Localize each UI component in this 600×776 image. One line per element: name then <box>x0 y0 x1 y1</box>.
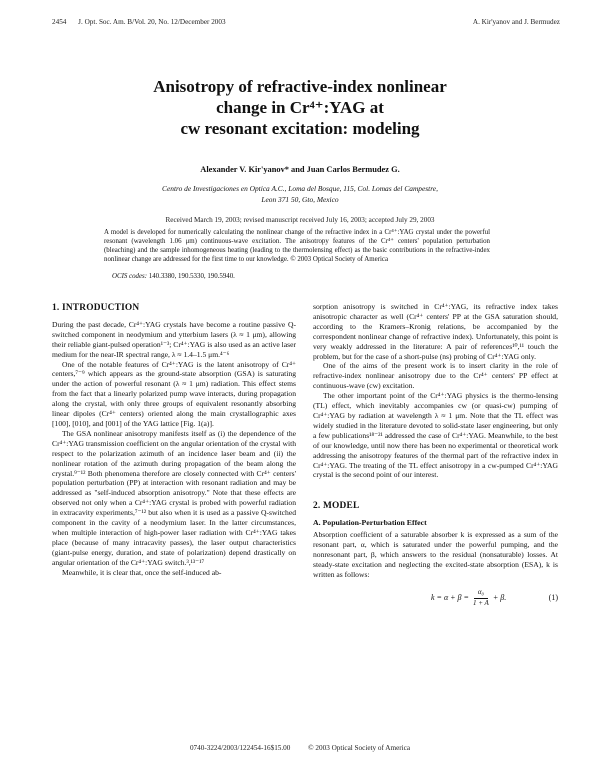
footer-code: 0740-3224/2003/122454-16$15.00 <box>189 744 291 752</box>
left-column <box>52 302 296 577</box>
right-column <box>313 302 558 608</box>
ocis-label: OCIS codes: <box>112 273 148 280</box>
paragraph: Meanwhile, it is clear that, once the self-induced ab- <box>62 567 222 577</box>
title-line: change in Cr⁴⁺:YAG at <box>216 98 384 117</box>
title-line: Anisotropy of refractive-index nonlinear <box>153 77 447 96</box>
affiliation-line: Centro de Investigaciones en Optica A.C., Loma del Bosque, 115, Col. Lomas del Campestre, <box>162 184 438 193</box>
ocis-code-list: 140.3380, 190.5330, 190.5940. <box>148 273 235 280</box>
equation-body <box>431 588 506 609</box>
title-line: cw resonant excitation: modeling <box>180 119 420 138</box>
ocis-codes <box>112 273 235 280</box>
equation-fraction <box>473 588 489 609</box>
paragraph: The GSA nonlinear anisotropy manifests itself as (i) the dependence of the Cr⁴⁺:YAG transmission coefficient on the angular orientation of the crystal with respect to the polarization azimuth of an incidence laser beam and (ii) the nonlinear rotation of the azimuth during propagation of the beam along the crystal.⁹⁻¹² Both phenomena therefore are closely connected with Cr⁴⁺ centers' population perturbation (PP) at interaction with resonant radiation and may be addressed as "self-induced absorption anisotropy." Note that these effects are observed not only when a Cr⁴⁺:YAG crystal is probed with powerful radiation in extracavity experiments,⁷⁻¹² but also when it is used as a passive Q-switched component in the cavity of a neodymium laser. In the latter circumstances, when multiple interaction of high-power laser radiation with Cr⁴⁺:YAG takes place (because of many intracavity passes), the laser output characteristics (giant-pulse energy, duration, and state of polarization) depend drastically on angular orientation of the Cr⁴⁺:YAG switch.³,¹³⁻¹⁷ <box>52 428 296 567</box>
page-number: 2454 <box>52 18 67 26</box>
paragraph: The other important point of the Cr⁴⁺:YAG physics is the thermo-lensing (TL) effect, which inevitably accompanies cw (or quasi-cw) pumping of Cr⁴⁺:YAG by radiation at wavelength λ ≈ 1 μm. Note that the TL effect was widely studied in the literature devoted to solid-state laser engineering, but only a few publications¹⁸⁻²¹ addressed the case of Cr⁴⁺:YAG. Meanwhile, to the best of our knowledge, until now there has been no experimental or theoretical work addressing the anisotropy features of the thermal part of the refractive index in Cr⁴⁺:YAG. The treating of the TL effect anisotropy in a cw-pumped Cr⁴⁺:YAG crystal is the second point of our interest. <box>313 391 558 480</box>
spacer <box>313 480 558 500</box>
paper-title <box>0 76 600 139</box>
equation-number: (1) <box>548 593 558 603</box>
running-head-authors: A. Kir'yanov and J. Bermudez <box>472 18 560 26</box>
paragraph: During the past decade, Cr⁴⁺:YAG crystals have become a routine passive Q-switched component in neodymium and ytterbium lasers (λ ≈ 1 μm), allowing their reliable giant-pulsed operation¹⁻³; Cr⁴⁺:YAG is also used as an active laser medium for the near-IR spectral range, λ ≈ 1.4–1.5 μm.⁴⁻⁶ <box>52 319 296 359</box>
abstract: A model is developed for numerically calculating the nonlinear change of the refractive index in a Cr⁴⁺:YAG crystal under the powerful resonant (wavelength 1.06 μm) continuous-wave excitation. The anisotropy features of the Cr⁴⁺ centers' population perturbation (bleaching) and the sample inhomogeneous heating (leading to the thermolensing effect) as the basic contributions in the refractive-index nonlinear change are addressed for the first time to our knowledge. © 2003 Optical Society of America <box>104 229 490 264</box>
author-list: Alexander V. Kir'yanov* and Juan Carlos Bermudez G. <box>200 165 400 174</box>
paragraph: Absorption coefficient of a saturable absorber k is expressed as a sum of the resonant part, α, which is saturated under the powerful pumping, and the nonresonant part, β, which answers to the residual (nonsaturable) losses. At steady-state excitation and neglecting the excited-state absorption (ESA), k is written as follows: <box>313 530 558 579</box>
paragraph: One of the aims of the present work is to insert clarity in the role of refractive-index nonlinear anisotropy due to the Cr⁴⁺ centers' PP effect at continuous-wave (cw) excitation. <box>313 361 558 391</box>
paragraph: One of the notable features of Cr⁴⁺:YAG is the latent anisotropy of Cr⁴⁺ centers,⁷⁻⁹ which appears as the ground-state absorption (GSA) is saturating under the action of powerful resonant (λ ≈ 1 μm) radiation. This effect stems from the fact that a linearly polarized pump wave interacts, during propagation along the crystal, with only three groups of equivalent resonantly absorbing linear dipoles (Cr⁴⁺ centers) oriented along the main crystallographic axes [100], [010], and [001] of the YAG lattice [Fig. 1(a)]. <box>52 359 296 428</box>
journal-citation: J. Opt. Soc. Am. B/Vol. 20, No. 12/December 2003 <box>78 18 226 26</box>
equation-1 <box>313 588 558 609</box>
equation-numerator: α₀ <box>474 588 488 599</box>
running-head-left <box>52 18 236 26</box>
equation-denominator: 1 + A <box>472 598 489 607</box>
affiliation <box>0 183 600 205</box>
affiliation-line: Leon 371 50, Gto, Mexico <box>261 195 339 204</box>
received-dates: Received March 19, 2003; revised manuscript received July 16, 2003; accepted July 29, 2003 <box>165 216 435 224</box>
section-heading-model: 2. MODEL <box>313 501 360 512</box>
equation-rhs: + β. <box>492 593 507 603</box>
section-heading-introduction: 1. INTRODUCTION <box>52 303 140 313</box>
running-head <box>52 18 560 26</box>
paragraph: sorption anisotropy is switched in Cr⁴⁺:YAG, its refractive index takes anisotropic character as well (Cr⁴⁺ centers' PP at the GSA saturation should, according to the Kramers–Kronig relations, be accompanied by the correspondent nonlinear change of refractive index). Unfortunately, this point is very weakly addressed in the literature: A pair of references¹⁰,¹¹ touch the problem, but for the case of a short-pulse (ns) probing of Cr⁴⁺:YAG only. <box>313 302 558 361</box>
page-footer <box>0 744 600 752</box>
footer-copyright: © 2003 Optical Society of America <box>308 744 411 752</box>
equation-lhs: k = α + β = <box>431 593 469 603</box>
subsection-heading: A. Population-Perturbation Effect <box>313 518 427 528</box>
